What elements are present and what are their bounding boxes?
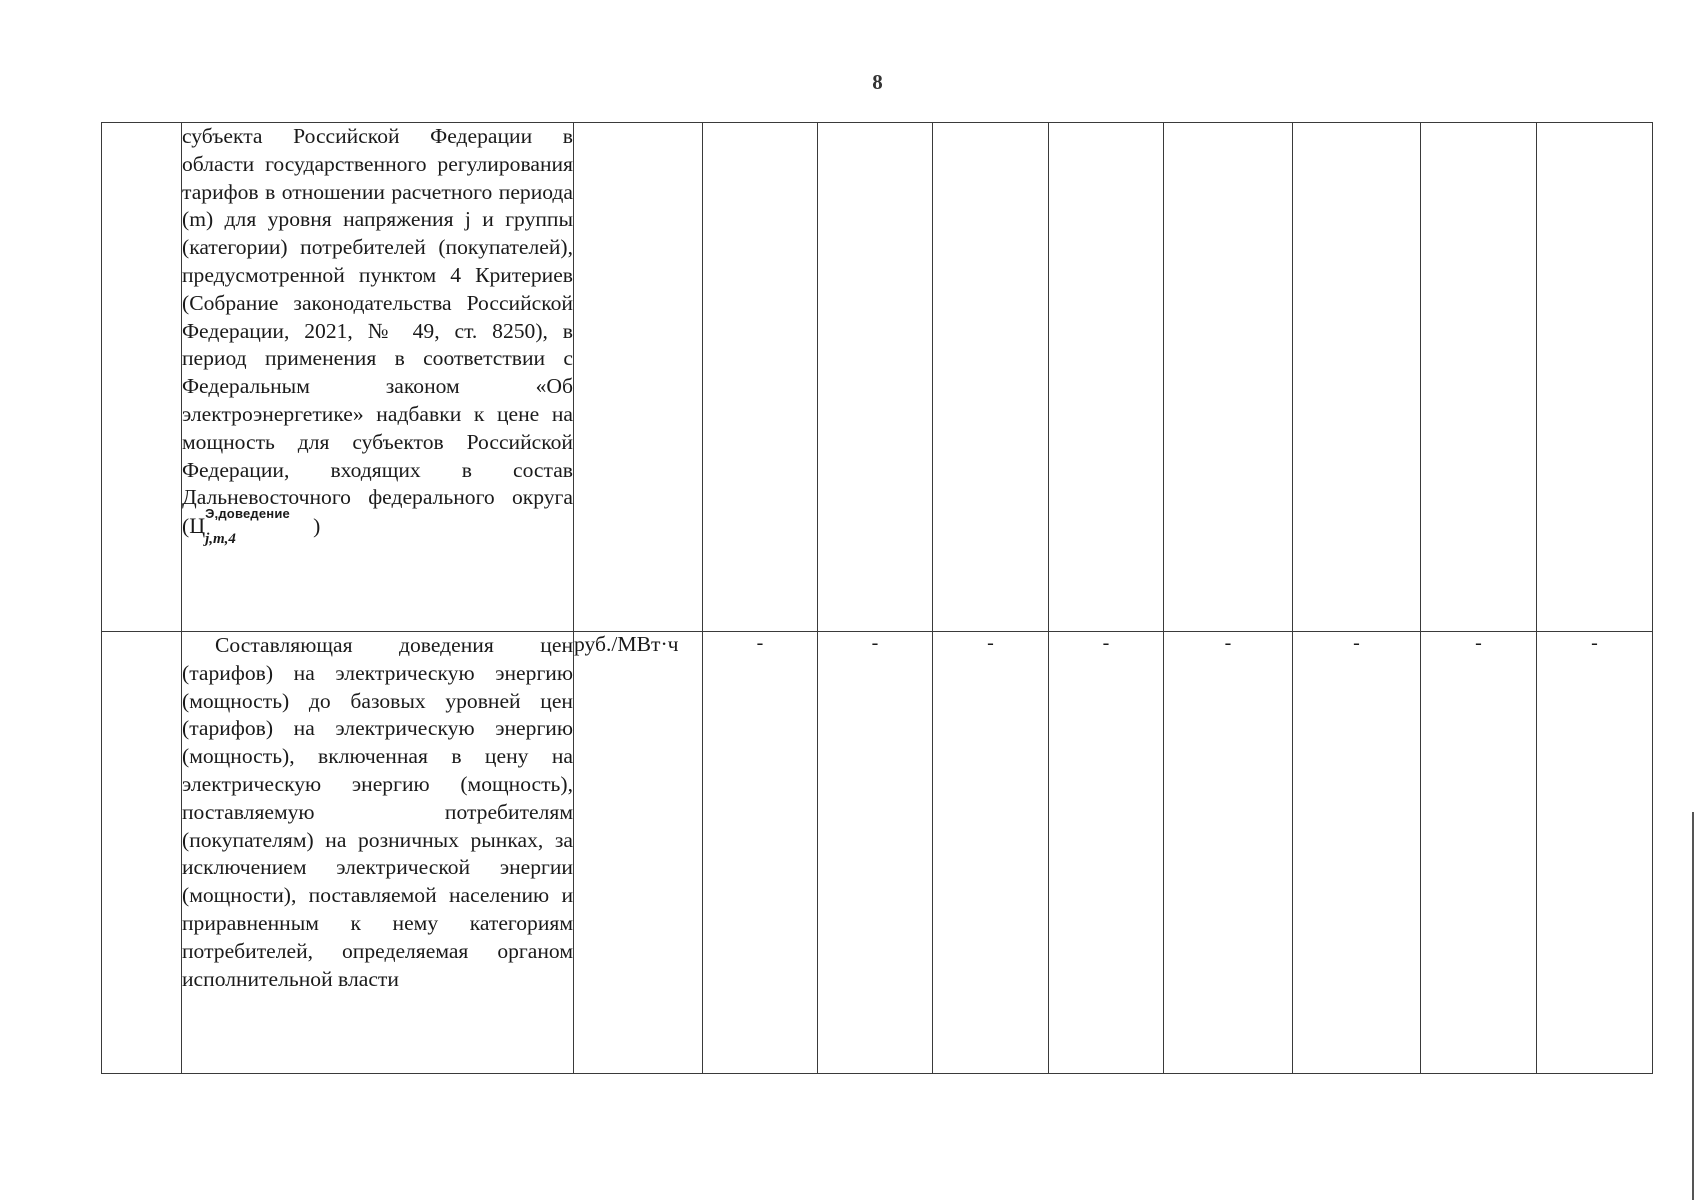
description-text: Составляющая доведения цен (тарифов) на электрическую энергию (мощность) до базовых уровней цен (тарифов) на электрическую энергию (мощность), включенная в цену на электрическую энергию (мощность), поставляемую потребителям (покупателям) на розничных рынках, за исключением электрической энергии (мощности), поставляемой населению и приравненным к нему категориям потребителей, определяемая органом исполнительной власти	[182, 633, 573, 991]
value-cell	[1049, 123, 1164, 632]
value-cell: -	[818, 632, 933, 1074]
value-cell: -	[1421, 632, 1537, 1074]
value-cell	[1164, 123, 1293, 632]
table-row	[102, 632, 1653, 1074]
value-cell	[703, 123, 818, 632]
description-text: субъекта Российской Федерации в области государственного регулирования тарифов в отношении расчетного периода (m) для уровня напряжения j и группы (категории) потребителей (покупателей), предусмотренной пунктом 4 Критериев (Собрание законодательства Российской Федерации, 2021, № 49, ст. 8250), в период применения в соответствии с Федеральным законом «Об электроэнергетике» надбавки к цене на мощность для субъектов Российской Федерации, входящих в состав Дальневосточного федерального округа	[182, 124, 573, 510]
value-cell: -	[1537, 632, 1653, 1074]
value-cell: -	[933, 632, 1049, 1074]
formula-symbol: Ц	[189, 513, 206, 539]
description-cell	[182, 632, 574, 1074]
value-cell: -	[1293, 632, 1421, 1074]
value-cell	[1421, 123, 1537, 632]
scan-edge-line	[1692, 812, 1694, 1200]
value-cell: -	[703, 632, 818, 1074]
formula-superscript: Э,доведение	[205, 506, 290, 522]
table-row	[102, 123, 1653, 632]
value-cell	[933, 123, 1049, 632]
formula-subscript: j,m,4	[205, 531, 236, 548]
value-cell: -	[1164, 632, 1293, 1074]
unit-cell	[574, 123, 703, 632]
value-cell	[818, 123, 933, 632]
page-number: 8	[872, 70, 883, 94]
formula-close: )	[313, 514, 321, 539]
value-cell: -	[1049, 632, 1164, 1074]
price-formula: (Ц Э,доведение j,m,4	[182, 512, 205, 541]
value-cell	[1293, 123, 1421, 632]
tariff-table	[101, 122, 1653, 1074]
row-number-cell	[102, 632, 182, 1074]
description-cell	[182, 123, 574, 632]
row-number-cell	[102, 123, 182, 632]
value-cell	[1537, 123, 1653, 632]
row-description	[182, 123, 573, 548]
unit-cell: руб./МВт·ч	[574, 632, 703, 1074]
